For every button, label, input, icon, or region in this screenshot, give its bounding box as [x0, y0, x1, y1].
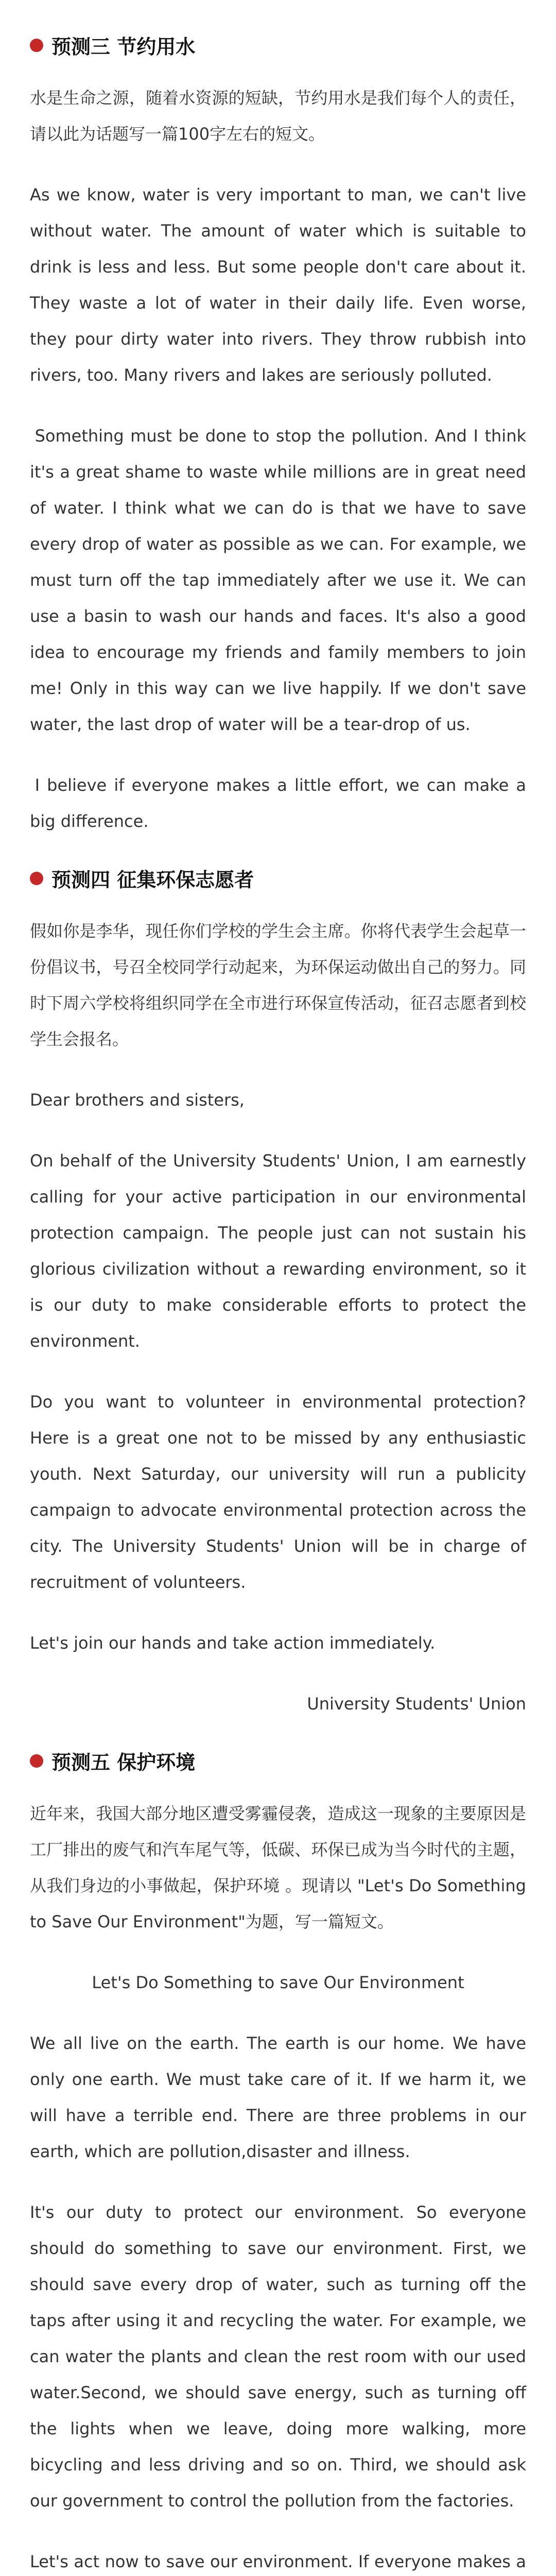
section-protect-environment	[30, 1747, 526, 2576]
section-volunteers	[30, 864, 526, 1722]
essay-title: Let's Do Something to save Our Environment	[92, 1973, 464, 1992]
essay-paragraph: Let's act now to save our environment. If everyone makes a	[30, 2552, 526, 2571]
letter-signature: University Students' Union	[307, 1694, 526, 1714]
section-heading	[30, 1747, 526, 1775]
section-heading	[30, 31, 526, 59]
letter-greeting: Dear brothers and sisters,	[30, 1090, 245, 1110]
section-save-water	[30, 31, 526, 839]
section-heading	[30, 864, 526, 892]
section-title: 预测三 节约用水	[51, 36, 196, 58]
essay-paragraph: I believe if everyone makes a little effort, we can make a big difference.	[30, 775, 526, 831]
essay-paragraph: Something must be done to stop the pollution. And I think it's a great shame to waste while millions are in great need of water. I think what we can do is that we have to save every drop of water as possible as we can. For example, we must turn off the tap immediately after we use it. We can use a basin to wash our hands and faces. It's also a good idea to encourage my friends and family members to join me! Only in this way can we live happily. If we don't save water, the last drop of water will be a tear-drop of us.	[30, 426, 526, 734]
essay-paragraph: Do you want to volunteer in environmental protection? Here is a great one not to be missed by any enthusiastic youth. Next Saturday, our university will run a publicity campaign to advocate environmental protection across the city. The University Students' Union will be in charge of recruitment of volunteers.	[30, 1392, 526, 1592]
bullet-dot-icon	[30, 39, 43, 52]
section-title: 预测四 征集环保志愿者	[51, 869, 254, 891]
essay-paragraph: As we know, water is very important to man, we can't live without water. The amount of water which is suitable to drink is less and less. But some people don't care about it. They waste a lot of water in their daily life. Even worse, they pour dirty water into rivers. They throw rubbish into rivers, too. Many rivers and lakes are seriously polluted.	[30, 185, 526, 385]
bullet-dot-icon	[30, 872, 43, 885]
essay-paragraph: On behalf of the University Students' Union, I am earnestly calling for your active participation in our environmental protection campaign. The people just can not sustain his glorious civilization without a rewarding environment, so it is our duty to make considerable efforts to protect the environment.	[30, 1151, 526, 1351]
essay-paragraph: We all live on the earth. The earth is our home. We have only one earth. We must take care of it. If we harm it, we will have a terrible end. There are three problems in our earth, which are pollution,disaster and illness.	[30, 2033, 526, 2161]
bullet-dot-icon	[30, 1754, 43, 1768]
prompt-paragraph: 水是生命之源，随着水资源的短缺，节约用水是我们每个人的责任，请以此为话题写一篇100字左右的短文。	[30, 88, 526, 144]
section-title: 预测五 保护环境	[51, 1751, 196, 1774]
essay-paragraph: It's our duty to protect our environment. So everyone should do something to save our environment. First, we should save every drop of water, such as turning off the taps after using it and recycling the water. For example, we can water the plants and clean the rest room with our used water.Second, we should save energy, such as turning off the lights when we leave, doing more walking, more bicycling and less driving and so on. Third, we should ask our government to control the pollution from the factories.	[30, 2202, 526, 2511]
essay-paragraph: Let's join our hands and take action immediately.	[30, 1633, 436, 1653]
prompt-paragraph: 假如你是李华，现任你们学校的学生会主席。你将代表学生会起草一份倡议书，号召全校同学行动起来，为环保运动做出自己的努力。同时下周六学校将组织同学在全市进行环保宣传活动，征召志愿者到校学生会报名。	[30, 921, 526, 1049]
prompt-paragraph: 近年来，我国大部分地区遭受雾霾侵袭，造成这一现象的主要原因是工厂排出的废气和汽车尾气等，低碳、环保已成为当今时代的主题，从我们身边的小事做起，保护环境 。现请以 "Let's Do Something to Save Our Environment"为题，写一篇短文。	[30, 1804, 526, 1931]
